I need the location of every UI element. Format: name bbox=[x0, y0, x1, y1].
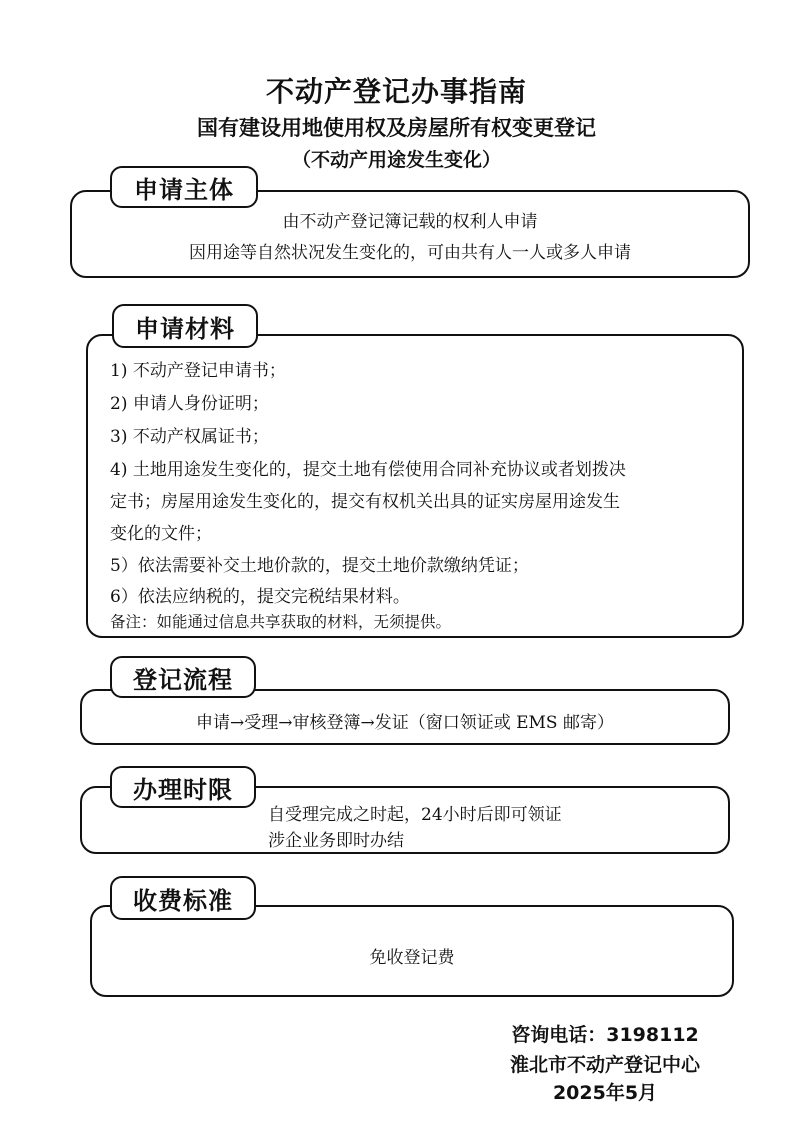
time-limit-section-tab: 办理时限 bbox=[110, 766, 256, 808]
materials-note: 备注：如能通过信息共享获取的材料，无须提供。 bbox=[110, 613, 452, 631]
process-section-tab: 登记流程 bbox=[110, 656, 256, 698]
material-item: 5）依法需要补交土地价款的，提交土地价款缴纳凭证； bbox=[110, 556, 529, 576]
time-limit-line-1: 自受理完成之时起，24小时后即可领证 bbox=[268, 805, 562, 825]
material-item: 4) 土地用途发生变化的，提交土地有偿使用合同补充协议或者划拨决 bbox=[110, 460, 626, 480]
materials-section-box bbox=[86, 334, 744, 638]
material-item: 1) 不动产登记申请书； bbox=[110, 361, 286, 381]
material-item: 2) 申请人身份证明； bbox=[110, 394, 269, 414]
process-steps: 申请→受理→审核登簿→发证（窗口领证或 EMS 邮寄） bbox=[195, 713, 614, 733]
guide-title: 不动产登记办事指南 bbox=[265, 75, 527, 108]
material-item: 定书；房屋用途发生变化的，提交有权机关出具的证实房屋用途发生 bbox=[110, 492, 620, 512]
applicant-line-2: 因用途等自然状况发生变化的，可由共有人一人或多人申请 bbox=[189, 243, 631, 263]
applicant-line-1: 由不动产登记簿记载的权利人申请 bbox=[282, 212, 538, 232]
fees-text: 免收登记费 bbox=[369, 948, 455, 968]
consult-phone: 咨询电话：3198112 bbox=[511, 1024, 699, 1046]
material-item: 3) 不动产权属证书； bbox=[110, 427, 269, 447]
materials-section-tab: 申请材料 bbox=[112, 304, 258, 348]
guide-subtitle: 国有建设用地使用权及房屋所有权变更登记 bbox=[197, 116, 596, 140]
material-item: 6）依法应纳税的，提交完税结果材料。 bbox=[110, 587, 410, 607]
applicant-section-tab: 申请主体 bbox=[110, 166, 258, 208]
issuing-organization: 淮北市不动产登记中心 bbox=[509, 1054, 700, 1076]
fees-section-tab: 收费标准 bbox=[110, 876, 256, 920]
issue-date: 2025年5月 bbox=[552, 1082, 658, 1104]
material-item: 变化的文件； bbox=[110, 524, 212, 544]
guide-subtitle-note: （不动产用途发生变化） bbox=[291, 149, 501, 171]
time-limit-line-2: 涉企业务即时办结 bbox=[268, 831, 404, 851]
